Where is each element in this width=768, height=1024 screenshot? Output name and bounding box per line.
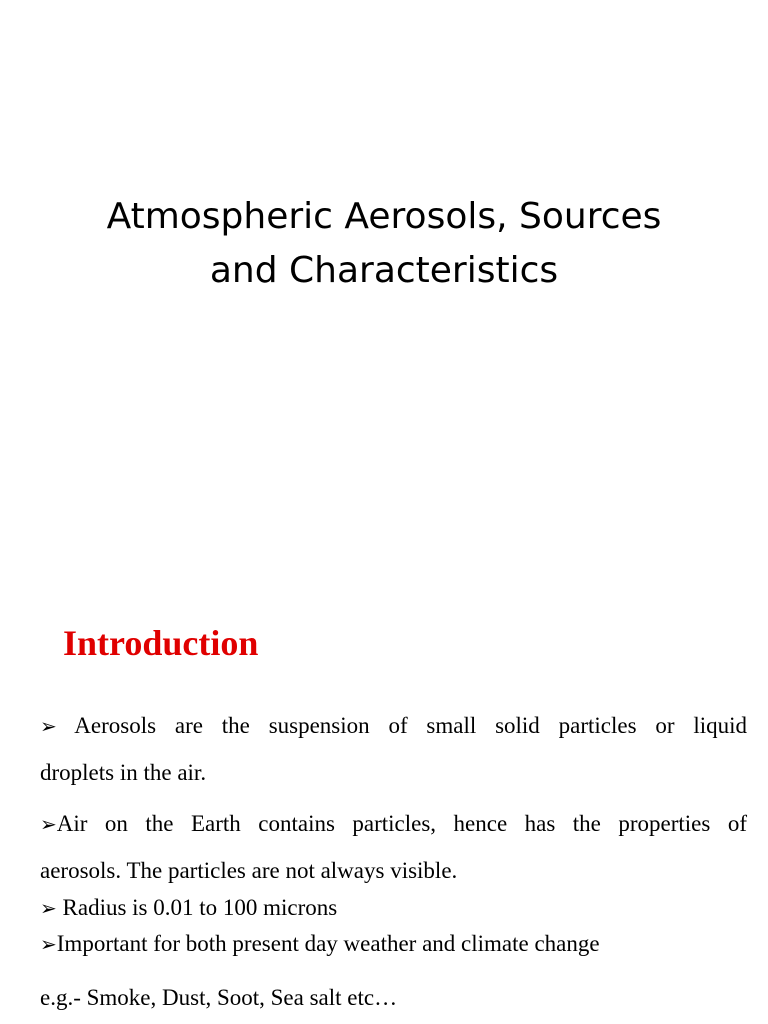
title-line-1: Atmospheric Aerosols, Sources <box>106 196 662 237</box>
title-line-2: and Characteristics <box>209 250 559 291</box>
arrow-bullet-icon: ➢ <box>40 934 57 956</box>
bullet-1-text: Aerosols are the suspension of small solid particles or liquid <box>56 713 747 738</box>
bullet-3 <box>40 895 337 921</box>
bullet-2-text: Air on the Earth contains particles, hence has the properties of <box>56 811 747 836</box>
arrow-bullet-icon: ➢ <box>40 814 57 836</box>
bullet-2-line-2: aerosols. The particles are not always visible. <box>40 858 458 883</box>
section-heading: Introduction <box>63 623 259 663</box>
bullet-1-line-2: droplets in the air. <box>40 760 207 785</box>
examples-line: e.g.- Smoke, Dust, Soot, Sea salt etc… <box>40 985 398 1010</box>
arrow-bullet-icon: ➢ <box>40 898 57 920</box>
bullet-4-text: Important for both present day weather and climate change <box>56 931 600 956</box>
bullet-2-line-1 <box>40 811 747 837</box>
arrow-bullet-icon: ➢ <box>40 716 57 738</box>
bullet-4 <box>40 931 600 957</box>
bullet-1-line-1 <box>40 713 747 739</box>
bullet-3-text: Radius is 0.01 to 100 microns <box>56 895 338 920</box>
slide-title <box>0 190 768 298</box>
